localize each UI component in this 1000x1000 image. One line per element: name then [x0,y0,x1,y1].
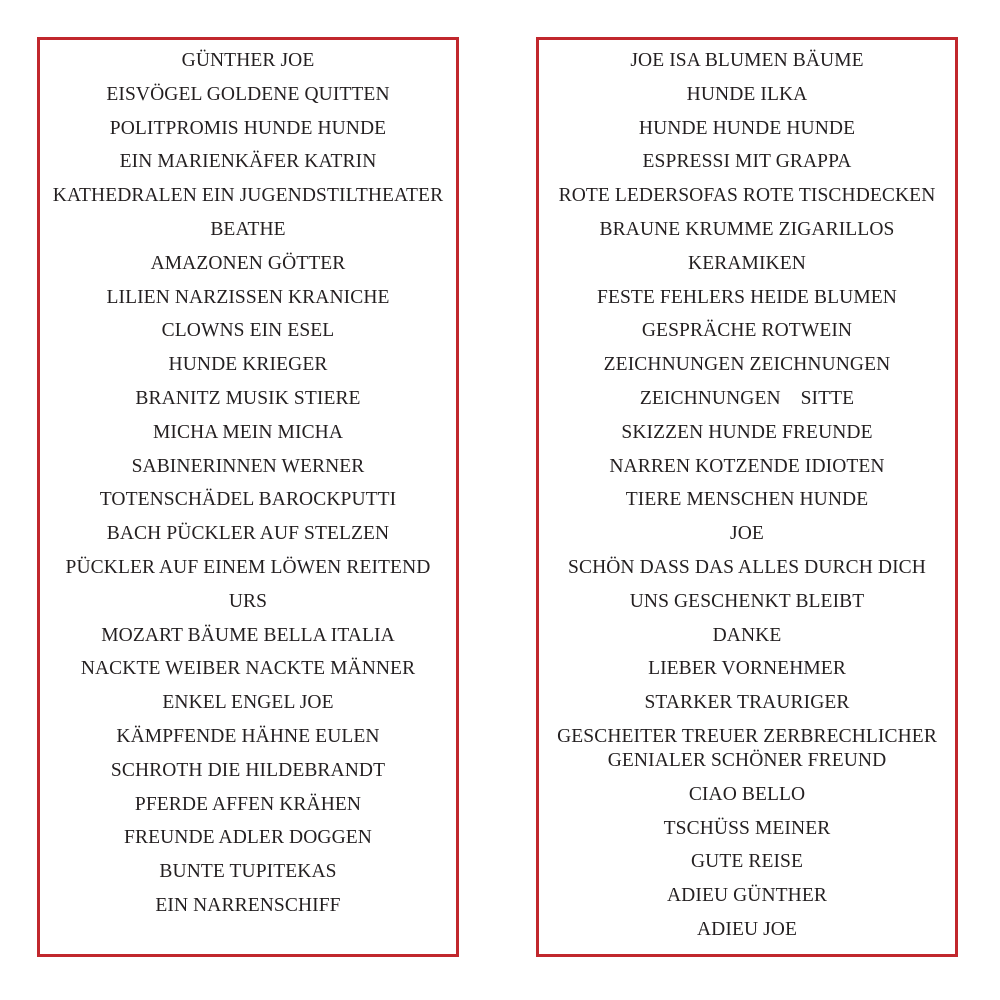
text-line: KERAMIKEN [688,252,806,274]
text-line: ZEICHNUNGEN SITTE [639,387,855,409]
text-line: KÄMPFENDE HÄHNE EULEN [116,725,380,747]
text-line: FREUNDE ADLER DOGGEN [124,827,372,849]
text-line: JOE [730,523,764,545]
text-line: LILIEN NARZISSEN KRANICHE [106,286,390,308]
text-line: HUNDE HUNDE HUNDE [638,117,856,139]
text-line: PFERDE AFFEN KRÄHEN [134,793,362,815]
text-line: PÜCKLER AUF EINEM LÖWEN REITEND [65,556,431,578]
text-line: SCHÖN DASS DAS ALLES DURCH DICH [568,556,926,578]
text-line: TSCHÜSS MEINER [663,817,831,839]
text-line: BRAUNE KRUMME ZIGARILLOS [599,218,895,240]
text-line: EISVÖGEL GOLDENE QUITTEN [106,83,390,105]
text-line: GÜNTHER JOE [181,50,315,71]
text-line: DANKE [712,624,782,646]
text-line: NARREN KOTZENDE IDIOTEN [609,455,885,477]
text-line: CIAO BELLO [688,783,806,805]
left-text-panel [37,37,459,957]
text-line: ADIEU JOE [696,918,797,940]
text-line: LIEBER VORNEHMER [648,658,846,680]
text-line: HUNDE KRIEGER [168,354,328,376]
text-line: CLOWNS EIN ESEL [161,320,335,342]
text-line: POLITPROMIS HUNDE HUNDE [109,117,387,139]
right-text-panel [536,37,958,957]
left-text-list [40,49,456,928]
text-line: SKIZZEN HUNDE FREUNDE [621,421,873,443]
text-line: ROTE LEDERSOFAS ROTE TISCHDECKEN [558,185,936,207]
text-line: EIN MARIENKÄFER KATRIN [119,151,377,173]
text-line: ENKEL ENGEL JOE [162,692,334,714]
right-text-list [539,49,955,952]
text-line: HUNDE ILKA [686,83,808,105]
text-line: EIN NARRENSCHIFF [155,894,341,916]
text-line: STARKER TRAURIGER [644,692,850,714]
text-line: KATHEDRALEN EIN JUGENDSTILTHEATER [52,185,444,207]
text-line: SABINERINNEN WERNER [131,455,365,477]
text-line: TIERE MENSCHEN HUNDE [625,489,869,511]
text-line: TOTENSCHÄDEL BAROCKPUTTI [99,489,397,511]
text-line: BEATHE [210,218,286,240]
text-line: MICHA MEIN MICHA [152,421,344,443]
text-line: MOZART BÄUME BELLA ITALIA [101,624,395,646]
text-line: BACH PÜCKLER AUF STELZEN [106,523,390,545]
text-line: GESPRÄCHE ROTWEIN [641,320,853,342]
text-line: AMAZONEN GÖTTER [150,252,346,274]
text-line: FESTE FEHLERS HEIDE BLUMEN [597,286,897,308]
text-line: ESPRESSI MIT GRAPPA [642,151,852,173]
text-line: ZEICHNUNGEN ZEICHNUNGEN [603,354,891,376]
text-line: SCHROTH DIE HILDEBRANDT [110,759,386,781]
text-line: NACKTE WEIBER NACKTE MÄNNER [80,658,416,680]
text-line: URS [228,590,268,612]
text-line: BRANITZ MUSIK STIERE [135,387,361,409]
text-line: BUNTE TUPITEKAS [159,861,337,883]
text-line: ADIEU GÜNTHER [667,885,827,907]
text-line: UNS GESCHENKT BLEIBT [629,590,865,612]
text-line: JOE ISA BLUMEN BÄUME [630,50,864,71]
text-line: GESCHEITER TREUER ZERBRECHLICHER GENIALER SCHÖNER FREUND [557,725,937,771]
text-line: GUTE REISE [690,851,804,873]
